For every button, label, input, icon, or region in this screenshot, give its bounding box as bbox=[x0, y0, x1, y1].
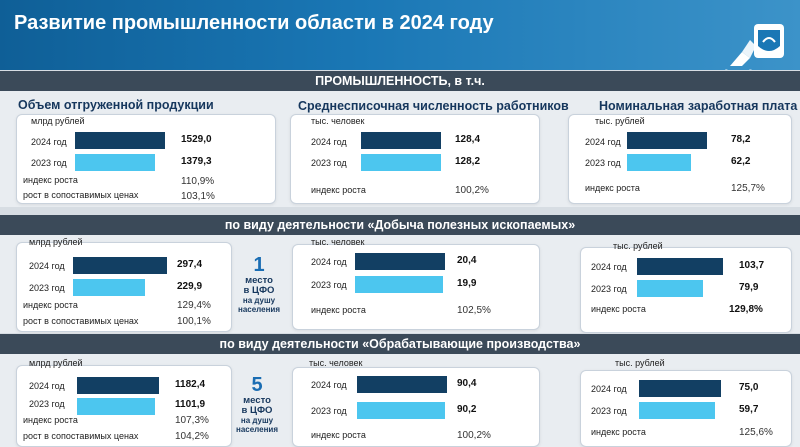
label-growth: индекс роста bbox=[591, 304, 646, 314]
bar-2023 bbox=[637, 280, 703, 297]
value-growth: 125,6% bbox=[739, 427, 773, 438]
value-2023: 229,9 bbox=[177, 281, 203, 292]
label-2024: 2024 год bbox=[311, 137, 347, 147]
bar-2023 bbox=[77, 398, 155, 415]
bar-2023 bbox=[355, 276, 443, 293]
label-comparable: рост в сопоставимых ценах bbox=[23, 431, 139, 441]
section-mining-title: по виду деятельности «Добыча полезных ископаемых» bbox=[0, 215, 800, 235]
value-growth: 129,4% bbox=[177, 300, 211, 311]
bar-2023 bbox=[639, 402, 715, 419]
label-growth: индекс роста bbox=[311, 305, 366, 315]
value-comparable: 100,1% bbox=[177, 316, 211, 327]
section-industry-title: ПРОМЫШЛЕННОСТЬ, в т.ч. bbox=[0, 71, 800, 91]
label-2023: 2023 год bbox=[31, 158, 67, 168]
logo-emblem-icon bbox=[720, 22, 788, 68]
bar-2023 bbox=[357, 402, 445, 419]
bar-2024 bbox=[355, 253, 445, 270]
rank-per-capita: на душу bbox=[240, 416, 274, 425]
label-growth: индекс роста bbox=[585, 183, 640, 193]
bar-2023 bbox=[361, 154, 441, 171]
bar-2024 bbox=[637, 258, 723, 275]
label-growth: индекс роста bbox=[311, 185, 366, 195]
label-2023: 2023 год bbox=[29, 399, 65, 409]
label-2024: 2024 год bbox=[311, 380, 347, 390]
bar-2024 bbox=[627, 132, 707, 149]
unit-label: тыс. человек bbox=[311, 237, 365, 247]
bar-2024 bbox=[361, 132, 441, 149]
rank-place: место bbox=[243, 395, 271, 406]
label-2024: 2024 год bbox=[311, 257, 347, 267]
value-2023: 128,2 bbox=[455, 156, 481, 167]
value-growth: 100,2% bbox=[455, 185, 489, 196]
label-2024: 2024 год bbox=[31, 137, 67, 147]
value-2023: 1379,3 bbox=[181, 156, 212, 167]
label-2023: 2023 год bbox=[311, 280, 347, 290]
value-2024: 103,7 bbox=[739, 260, 765, 271]
mining-workers-card bbox=[292, 237, 540, 330]
unit-label: тыс. рублей bbox=[613, 241, 663, 251]
label-growth: индекс роста bbox=[591, 427, 646, 437]
bar-2024 bbox=[73, 257, 167, 274]
industry-workers-card bbox=[290, 114, 540, 204]
manufacturing-workers-card bbox=[292, 358, 540, 447]
value-2024: 297,4 bbox=[177, 259, 203, 270]
mining-salary-card bbox=[580, 241, 792, 333]
unit-label: млрд рублей bbox=[29, 358, 83, 368]
value-2023: 1101,9 bbox=[175, 399, 206, 410]
column-title-output: Объем отгруженной продукции bbox=[18, 98, 214, 112]
value-growth: 125,7% bbox=[731, 183, 765, 194]
label-2024: 2024 год bbox=[591, 262, 627, 272]
unit-label: млрд рублей bbox=[31, 116, 85, 126]
label-2023: 2023 год bbox=[591, 406, 627, 416]
rank-place: место bbox=[245, 275, 273, 286]
label-2024: 2024 год bbox=[29, 261, 65, 271]
unit-label: тыс. рублей bbox=[595, 116, 645, 126]
value-comparable: 103,1% bbox=[181, 191, 215, 202]
label-growth: индекс роста bbox=[311, 430, 366, 440]
value-2023: 59,7 bbox=[739, 404, 759, 415]
bar-2023 bbox=[75, 154, 155, 171]
label-2024: 2024 год bbox=[591, 384, 627, 394]
bar-2024 bbox=[77, 377, 159, 394]
section-manufacturing-title: по виду деятельности «Обрабатывающие производства» bbox=[0, 334, 800, 354]
label-2023: 2023 год bbox=[311, 406, 347, 416]
value-2024: 78,2 bbox=[731, 134, 751, 145]
rank-population: населения bbox=[237, 305, 281, 314]
value-2023: 90,2 bbox=[457, 404, 477, 415]
value-2024: 1529,0 bbox=[181, 134, 212, 145]
rank-population: населения bbox=[235, 425, 279, 434]
bar-2024 bbox=[357, 376, 447, 393]
value-2023: 19,9 bbox=[457, 278, 477, 289]
bar-2024 bbox=[75, 132, 165, 149]
value-growth: 110,9% bbox=[181, 176, 215, 187]
mining-rank-badge bbox=[234, 254, 284, 314]
rank-number: 5 bbox=[251, 374, 263, 396]
label-2024: 2024 год bbox=[29, 381, 65, 391]
label-growth: индекс роста bbox=[23, 300, 78, 310]
bar-2023 bbox=[73, 279, 145, 296]
label-comparable: рост в сопоставимых ценах bbox=[23, 316, 139, 326]
column-title-workers: Среднесписочная численность работников bbox=[298, 99, 569, 113]
manufacturing-rank-badge bbox=[232, 374, 282, 434]
page-title: Развитие промышленности области в 2024 году bbox=[14, 12, 494, 34]
unit-label: тыс. человек bbox=[311, 116, 365, 126]
manufacturing-salary-card bbox=[580, 358, 792, 447]
label-2023: 2023 год bbox=[585, 158, 621, 168]
header-banner bbox=[0, 0, 800, 70]
label-2023: 2023 год bbox=[591, 284, 627, 294]
rank-region: в ЦФО bbox=[243, 285, 275, 296]
value-growth: 107,3% bbox=[175, 415, 209, 426]
unit-label: тыс. рублей bbox=[615, 358, 665, 368]
value-2024: 128,4 bbox=[455, 134, 481, 145]
rank-per-capita: на душу bbox=[242, 296, 276, 305]
label-2023: 2023 год bbox=[29, 283, 65, 293]
divider-strip bbox=[0, 207, 800, 215]
rank-region: в ЦФО bbox=[241, 405, 273, 416]
label-growth: индекс роста bbox=[23, 175, 78, 185]
column-title-salary: Номинальная заработная плата bbox=[599, 99, 798, 113]
unit-label: млрд рублей bbox=[29, 237, 83, 247]
value-growth: 100,2% bbox=[457, 430, 491, 441]
label-growth: индекс роста bbox=[23, 415, 78, 425]
mining-output-card bbox=[16, 237, 232, 332]
bar-2024 bbox=[639, 380, 721, 397]
city-logo bbox=[720, 22, 788, 68]
unit-label: тыс. человек bbox=[309, 358, 363, 368]
rank-number: 1 bbox=[253, 254, 265, 276]
value-2024: 1182,4 bbox=[175, 379, 206, 390]
bar-2023 bbox=[627, 154, 691, 171]
value-growth: 102,5% bbox=[457, 305, 491, 316]
value-2024: 20,4 bbox=[457, 255, 477, 266]
industry-salary-card bbox=[568, 114, 792, 204]
value-2024: 90,4 bbox=[457, 378, 477, 389]
label-comparable: рост в сопоставимых ценах bbox=[23, 190, 139, 200]
value-2024: 75,0 bbox=[739, 382, 759, 393]
value-comparable: 104,2% bbox=[175, 431, 209, 442]
value-2023: 79,9 bbox=[739, 282, 759, 293]
value-growth: 129,8% bbox=[729, 304, 763, 315]
value-2023: 62,2 bbox=[731, 156, 751, 167]
label-2024: 2024 год bbox=[585, 137, 621, 147]
manufacturing-output-card bbox=[16, 358, 232, 447]
industry-output-card bbox=[16, 114, 276, 204]
label-2023: 2023 год bbox=[311, 158, 347, 168]
